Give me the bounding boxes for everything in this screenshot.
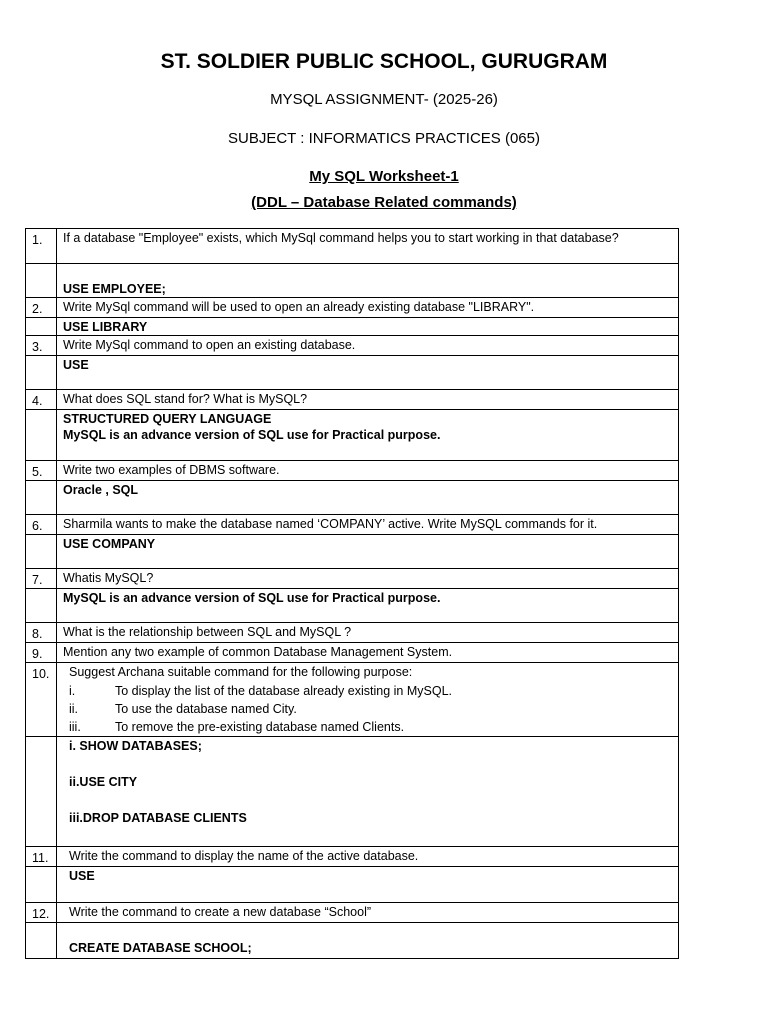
worksheet-table [25,228,679,959]
list-item [69,700,673,718]
question-row [26,623,679,643]
question-row [26,298,679,318]
question-row [26,515,679,535]
question-number: 10. [26,663,57,737]
question-row [26,229,679,264]
answer-row [26,867,679,903]
answer-text-5: Oracle , SQL [63,483,139,497]
question-text-11: Write the command to display the name of the active database. [69,849,419,863]
question-text-9: Mention any two example of common Database Management System. [63,645,453,659]
answer-text-6: USE COMPANY [63,537,156,551]
question-row [26,461,679,481]
list-item [69,718,673,736]
question-number: 12. [26,903,57,923]
answer-text-10b: ii.USE CITY [69,775,138,789]
question-text-12: Write the command to create a new database “School” [69,905,372,919]
question-text-3: Write MySql command to open an existing database. [63,338,356,352]
question-number: 8. [26,623,57,643]
question-text-7: Whatis MySQL? [63,571,154,585]
question-number: 1. [26,229,57,264]
roman-numeral: iii. [69,720,81,734]
answer-row [26,356,679,390]
answer-row [26,737,679,847]
answer-row [26,264,679,298]
answer-text-2: USE LIBRARY [63,320,148,334]
worksheet-title: My SQL Worksheet-1 [309,168,459,185]
answer-row [26,318,679,336]
answer-text-1: USE EMPLOYEE; [63,282,166,296]
question-number: 9. [26,643,57,663]
question-row [26,847,679,867]
answer-row [26,481,679,515]
question-text-2: Write MySql command will be used to open an already existing database "LIBRARY". [63,300,535,314]
question-text-10: Suggest Archana suitable command for the following purpose: [69,665,413,679]
question-number: 3. [26,336,57,356]
question-number: 2. [26,298,57,318]
sub-item-text: To use the database named City. [115,702,297,716]
question-row [26,336,679,356]
answer-row [26,535,679,569]
roman-numeral: i. [69,684,76,698]
question-row [26,643,679,663]
subject-title: SUBJECT : INFORMATICS PRACTICES (065) [228,130,540,147]
question-number: 6. [26,515,57,535]
question-text-8: What is the relationship between SQL and MySQL ? [63,625,352,639]
question-row [26,390,679,410]
question-number: 11. [26,847,57,867]
roman-numeral: ii. [69,702,79,716]
sub-item-list [69,680,673,736]
answer-cell [57,264,679,298]
answer-row [26,589,679,623]
question-text-4: What does SQL stand for? What is MySQL? [63,392,308,406]
school-name: ST. SOLDIER PUBLIC SCHOOL, GURUGRAM [160,50,608,73]
answer-text-11: USE [69,869,95,883]
question-row [26,903,679,923]
answer-text-12: CREATE DATABASE SCHOOL; [69,941,252,955]
question-number: 7. [26,569,57,589]
sub-item-text: To remove the pre-existing database named Clients. [115,720,405,734]
question-row [26,569,679,589]
answer-text-3: USE [63,358,89,372]
answer-text-4b: MySQL is an advance version of SQL use for Practical purpose. [63,428,441,442]
answer-text-4a: STRUCTURED QUERY LANGUAGE [63,412,272,426]
question-text-5: Write two examples of DBMS software. [63,463,280,477]
question-number: 4. [26,390,57,410]
answer-text-10a: i. SHOW DATABASES; [69,739,202,753]
question-number: 5. [26,461,57,481]
list-item [69,682,673,700]
question-text-1: If a database "Employee" exists, which MySql command helps you to start working in that database? [63,231,619,245]
topic-title: (DDL – Database Related commands) [251,194,517,211]
question-text-6: Sharmila wants to make the database named ‘COMPANY’ active. Write MySQL commands for it. [63,517,598,531]
sub-item-text: To display the list of the database already existing in MySQL. [115,684,452,698]
answer-text-7: MySQL is an advance version of SQL use for Practical purpose. [63,591,441,605]
answer-row [26,923,679,959]
question-text [57,229,679,264]
answer-row [26,410,679,461]
question-row [26,663,679,737]
answer-text-10c: iii.DROP DATABASE CLIENTS [69,811,247,825]
assignment-title: MYSQL ASSIGNMENT- (2025-26) [270,91,498,108]
